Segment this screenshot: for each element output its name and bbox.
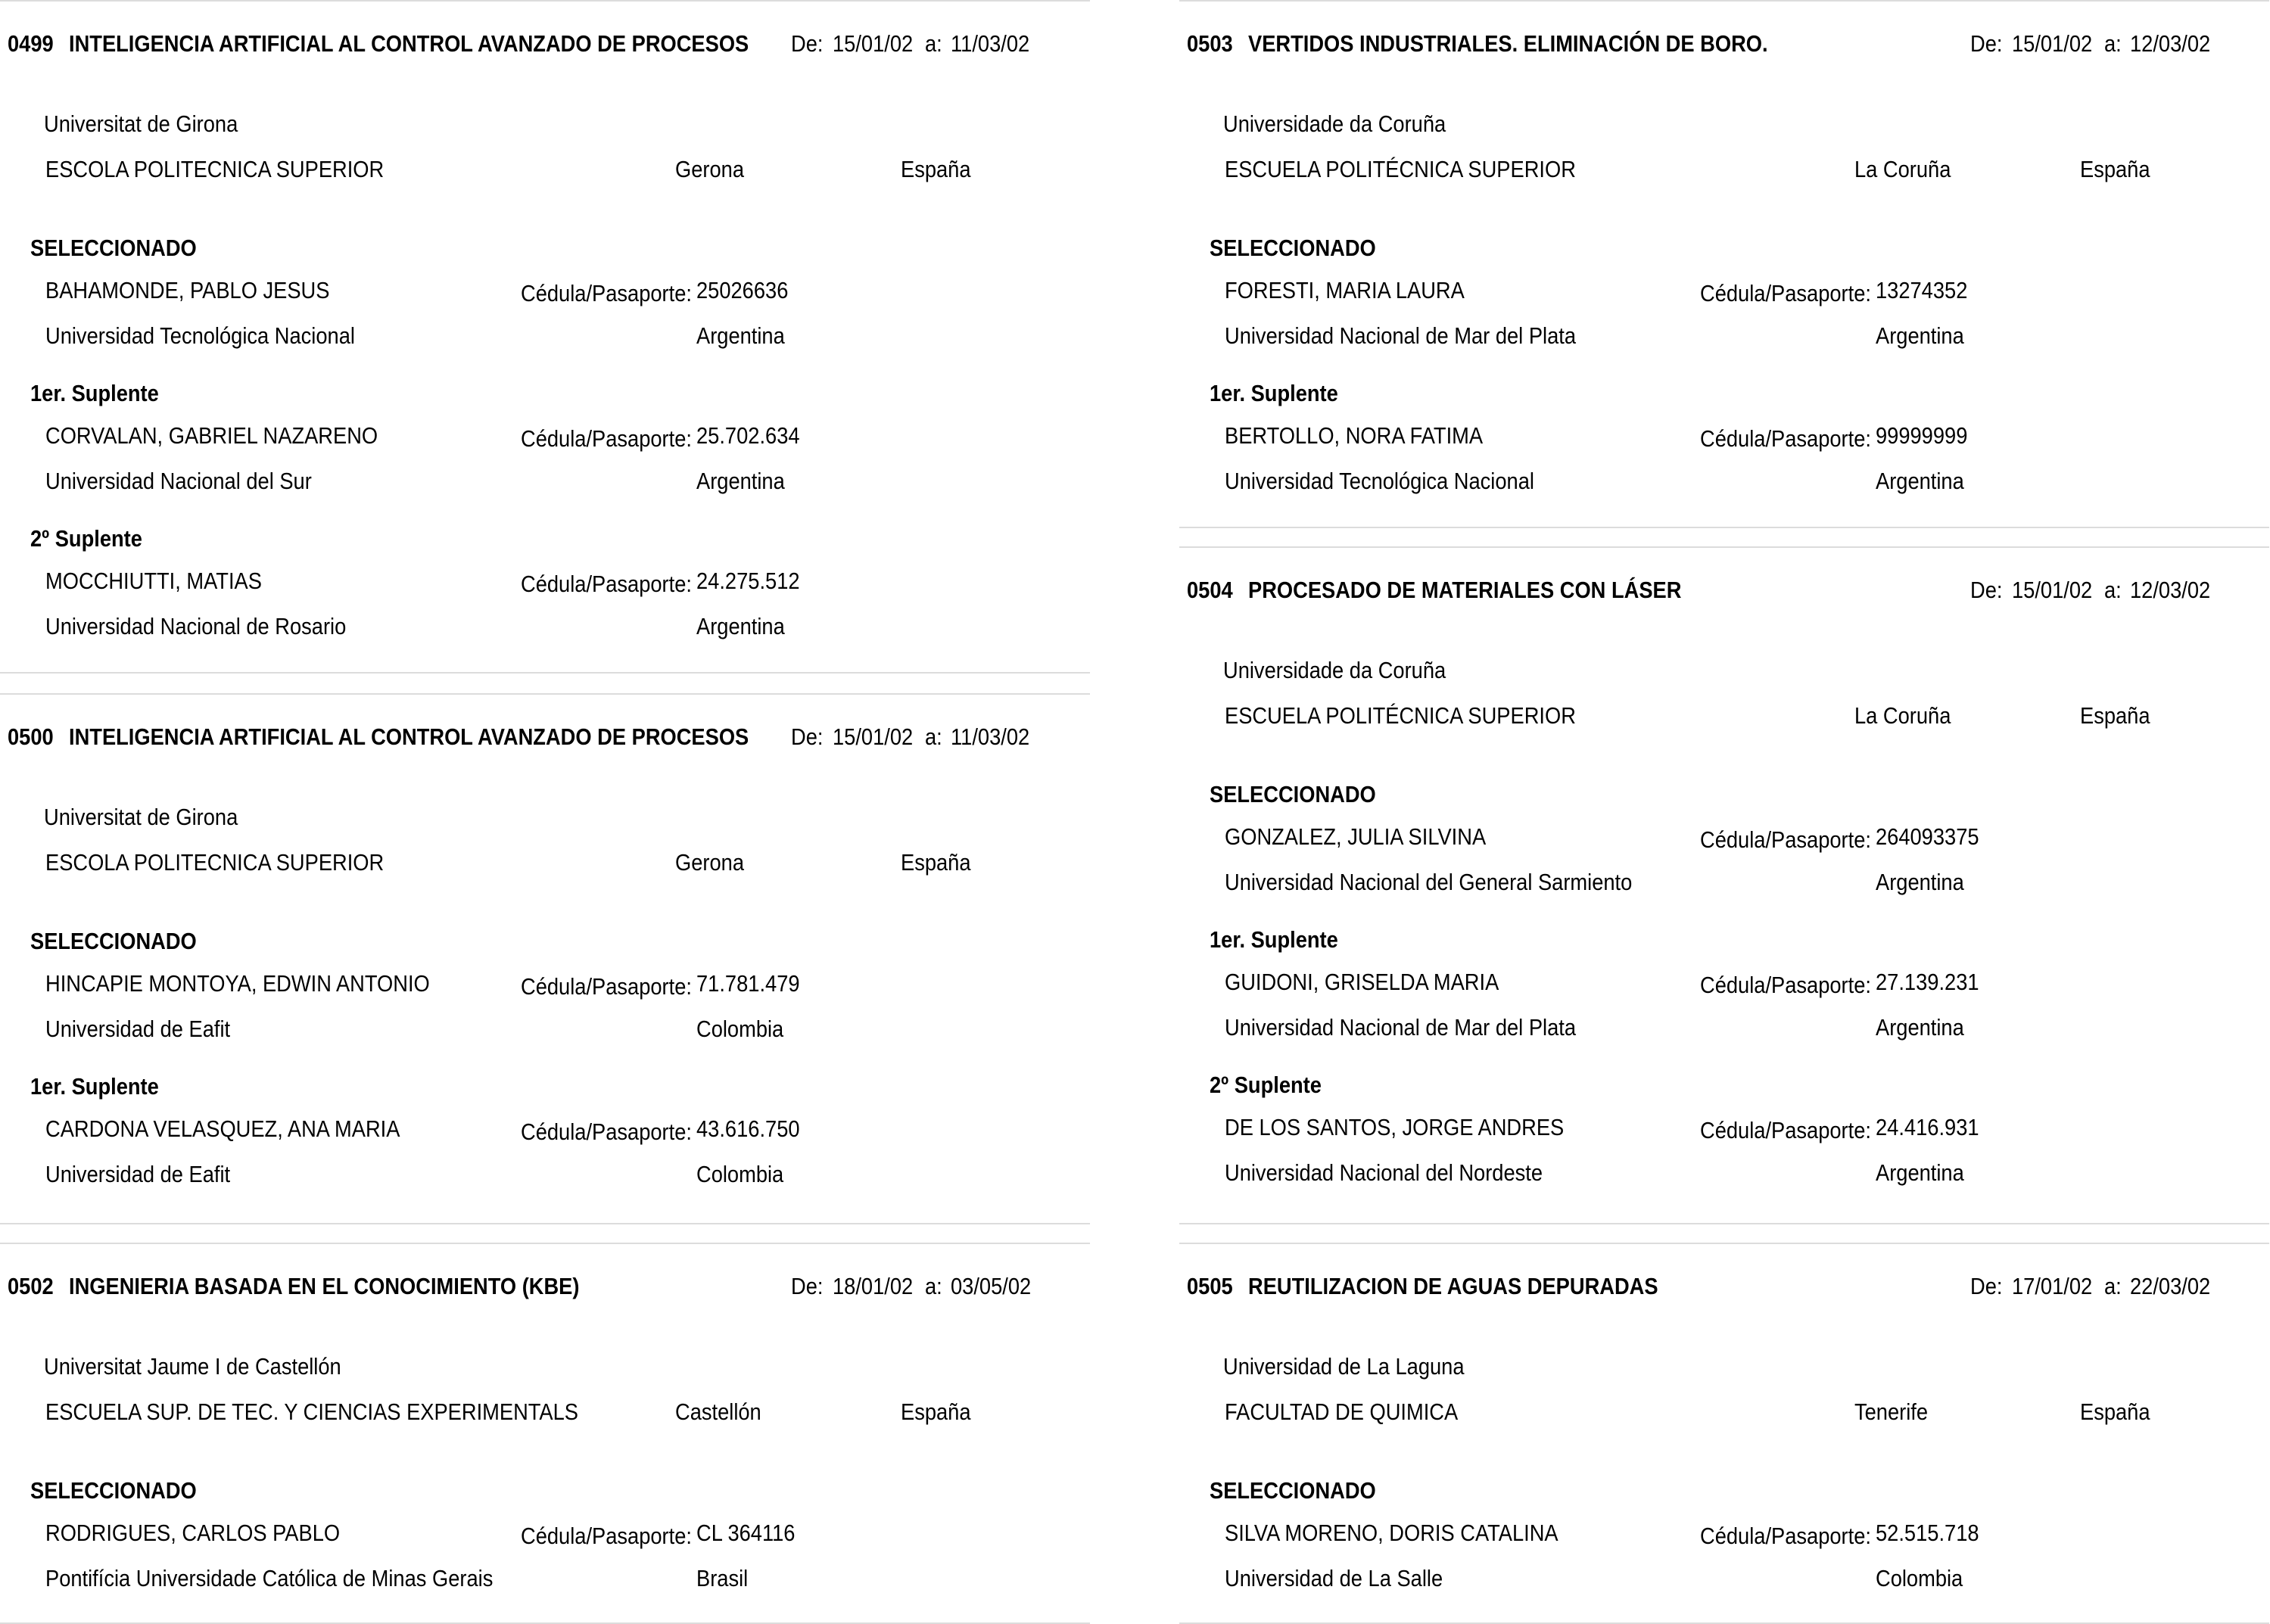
host-country: España — [901, 849, 971, 876]
host-university: Universitat de Girona — [44, 804, 238, 830]
date-from: 15/01/02 — [833, 723, 914, 750]
candidate-country: Argentina — [696, 613, 785, 639]
id-label: Cédula/Pasaporte: — [1700, 1523, 1871, 1549]
candidate-name: RODRIGUES, CARLOS PABLO — [45, 1520, 341, 1546]
id-label: Cédula/Pasaporte: — [1700, 425, 1871, 452]
program-card — [1179, 1243, 2269, 1624]
host-school: ESCOLA POLITECNICA SUPERIOR — [45, 156, 385, 182]
candidate-role: 1er. Suplente — [1210, 926, 1338, 953]
date-to: 12/03/02 — [2130, 30, 2211, 57]
program-card — [0, 693, 1090, 1224]
candidate-id: 13274352 — [1876, 277, 1968, 303]
candidate-name: CORVALAN, GABRIEL NAZARENO — [45, 422, 378, 449]
candidate-university: Universidad de Eafit — [45, 1016, 231, 1042]
date-to-label: a: — [2104, 30, 2122, 57]
candidate-name: GUIDONI, GRISELDA MARIA — [1225, 969, 1499, 995]
id-label: Cédula/Pasaporte: — [1700, 826, 1871, 853]
date-from: 15/01/02 — [2012, 30, 2093, 57]
program-code: 0499 — [8, 30, 54, 57]
date-to: 12/03/02 — [2130, 577, 2211, 603]
candidate-name: CARDONA VELASQUEZ, ANA MARIA — [45, 1115, 400, 1142]
program-title: INTELIGENCIA ARTIFICIAL AL CONTROL AVANZADO DE PROCESOS — [69, 723, 749, 750]
host-school: ESCUELA POLITÉCNICA SUPERIOR — [1225, 702, 1576, 729]
candidate-name: FORESTI, MARIA LAURA — [1225, 277, 1465, 303]
program-code: 0503 — [1187, 30, 1233, 57]
candidate-university: Universidad de La Salle — [1225, 1565, 1443, 1591]
candidate-country: Argentina — [696, 468, 785, 494]
id-label: Cédula/Pasaporte: — [521, 425, 692, 452]
id-label: Cédula/Pasaporte: — [1700, 972, 1871, 998]
candidate-role: SELECCIONADO — [1210, 781, 1376, 807]
date-to-label: a: — [2104, 577, 2122, 603]
candidate-name: SILVA MORENO, DORIS CATALINA — [1225, 1520, 1558, 1546]
date-to: 11/03/02 — [951, 30, 1030, 57]
candidate-name: GONZALEZ, JULIA SILVINA — [1225, 823, 1487, 850]
program-code: 0500 — [8, 723, 54, 750]
candidate-role: SELECCIONADO — [1210, 1477, 1376, 1504]
date-from-label: De: — [1970, 577, 2003, 603]
candidate-role: 2º Suplente — [30, 525, 142, 552]
program-code: 0505 — [1187, 1273, 1233, 1299]
date-to-label: a: — [2104, 1273, 2122, 1299]
candidate-id: 24.275.512 — [696, 568, 800, 594]
host-city: Castellón — [675, 1398, 761, 1425]
date-from-label: De: — [1970, 30, 2003, 57]
program-card — [1179, 546, 2269, 1224]
candidate-university: Universidad Nacional de Rosario — [45, 613, 347, 639]
candidate-university: Universidad Tecnológica Nacional — [1225, 468, 1534, 494]
candidate-university: Universidad Tecnológica Nacional — [45, 322, 355, 349]
host-city: Gerona — [675, 156, 744, 182]
date-from-label: De: — [791, 30, 824, 57]
program-title: PROCESADO DE MATERIALES CON LÁSER — [1248, 577, 1682, 603]
candidate-university: Universidad de Eafit — [45, 1161, 231, 1187]
candidate-role: SELECCIONADO — [30, 1477, 197, 1504]
id-label: Cédula/Pasaporte: — [521, 1118, 692, 1145]
candidate-role: 1er. Suplente — [1210, 380, 1338, 406]
candidate-name: BERTOLLO, NORA FATIMA — [1225, 422, 1484, 449]
program-title: REUTILIZACION DE AGUAS DEPURADAS — [1248, 1273, 1658, 1299]
candidate-role: SELECCIONADO — [30, 928, 197, 954]
id-label: Cédula/Pasaporte: — [521, 1523, 692, 1549]
date-to-label: a: — [925, 30, 942, 57]
candidate-name: BAHAMONDE, PABLO JESUS — [45, 277, 330, 303]
date-to-label: a: — [925, 723, 942, 750]
candidate-name: DE LOS SANTOS, JORGE ANDRES — [1225, 1114, 1565, 1140]
program-code: 0504 — [1187, 577, 1233, 603]
date-to: 11/03/02 — [951, 723, 1030, 750]
date-to: 03/05/02 — [951, 1273, 1032, 1299]
host-city: Gerona — [675, 849, 744, 876]
host-university: Universidade da Coruña — [1223, 110, 1446, 137]
candidate-country: Colombia — [696, 1016, 784, 1042]
candidate-country: Argentina — [696, 322, 785, 349]
candidate-role: 2º Suplente — [1210, 1072, 1322, 1098]
candidate-country: Argentina — [1876, 468, 1964, 494]
host-country: España — [2080, 702, 2150, 729]
host-city: La Coruña — [1854, 156, 1951, 182]
program-card — [0, 1243, 1090, 1624]
host-school: FACULTAD DE QUIMICA — [1225, 1398, 1459, 1425]
host-city: Tenerife — [1854, 1398, 1929, 1425]
date-from: 15/01/02 — [2012, 577, 2093, 603]
candidate-role: SELECCIONADO — [1210, 235, 1376, 261]
host-school: ESCOLA POLITECNICA SUPERIOR — [45, 849, 385, 876]
candidate-id: 264093375 — [1876, 823, 1979, 850]
host-school: ESCUELA POLITÉCNICA SUPERIOR — [1225, 156, 1576, 182]
host-university: Universidade da Coruña — [1223, 657, 1446, 683]
candidate-university: Universidad Nacional de Mar del Plata — [1225, 322, 1577, 349]
candidate-country: Argentina — [1876, 1014, 1964, 1041]
candidate-university: Universidad Nacional del Nordeste — [1225, 1159, 1543, 1186]
date-from-label: De: — [1970, 1273, 2003, 1299]
candidate-id: 52.515.718 — [1876, 1520, 1979, 1546]
candidate-name: MOCCHIUTTI, MATIAS — [45, 568, 262, 594]
date-from-label: De: — [791, 1273, 824, 1299]
host-city: La Coruña — [1854, 702, 1951, 729]
host-school: ESCUELA SUP. DE TEC. Y CIENCIAS EXPERIMENTALS — [45, 1398, 578, 1425]
host-country: España — [901, 1398, 971, 1425]
id-label: Cédula/Pasaporte: — [521, 280, 692, 306]
candidate-role: 1er. Suplente — [30, 380, 159, 406]
date-from: 17/01/02 — [2012, 1273, 2093, 1299]
candidate-id: CL 364116 — [696, 1520, 796, 1546]
candidate-country: Argentina — [1876, 1159, 1964, 1186]
program-card — [1179, 0, 2269, 528]
candidate-id: 25.702.634 — [696, 422, 800, 449]
candidate-name: HINCAPIE MONTOYA, EDWIN ANTONIO — [45, 970, 430, 997]
host-country: España — [2080, 1398, 2150, 1425]
candidate-country: Argentina — [1876, 322, 1964, 349]
candidate-id: 43.616.750 — [696, 1115, 800, 1142]
candidate-university: Pontifícia Universidade Católica de Minas Gerais — [45, 1565, 494, 1591]
date-to-label: a: — [925, 1273, 942, 1299]
host-university: Universitat de Girona — [44, 110, 238, 137]
date-from: 15/01/02 — [833, 30, 914, 57]
date-from: 18/01/02 — [833, 1273, 914, 1299]
id-label: Cédula/Pasaporte: — [521, 571, 692, 597]
candidate-role: 1er. Suplente — [30, 1073, 159, 1100]
candidate-role: SELECCIONADO — [30, 235, 197, 261]
program-title: INGENIERIA BASADA EN EL CONOCIMIENTO (KBE) — [69, 1273, 580, 1299]
date-from-label: De: — [791, 723, 824, 750]
program-code: 0502 — [8, 1273, 54, 1299]
candidate-country: Brasil — [696, 1565, 749, 1591]
candidate-id: 25026636 — [696, 277, 789, 303]
candidate-country: Colombia — [1876, 1565, 1963, 1591]
host-university: Universitat Jaume I de Castellón — [44, 1353, 341, 1380]
date-to: 22/03/02 — [2130, 1273, 2211, 1299]
candidate-id: 27.139.231 — [1876, 969, 1979, 995]
candidate-university: Universidad Nacional del General Sarmiento — [1225, 869, 1633, 895]
candidate-university: Universidad Nacional del Sur — [45, 468, 312, 494]
id-label: Cédula/Pasaporte: — [521, 973, 692, 1000]
host-university: Universidad de La Laguna — [1223, 1353, 1465, 1380]
candidate-country: Colombia — [696, 1161, 784, 1187]
candidate-id: 71.781.479 — [696, 970, 800, 997]
program-title: VERTIDOS INDUSTRIALES. ELIMINACIÓN DE BORO. — [1248, 30, 1768, 57]
candidate-id: 24.416.931 — [1876, 1114, 1979, 1140]
id-label: Cédula/Pasaporte: — [1700, 280, 1871, 306]
candidate-university: Universidad Nacional de Mar del Plata — [1225, 1014, 1577, 1041]
candidate-country: Argentina — [1876, 869, 1964, 895]
id-label: Cédula/Pasaporte: — [1700, 1117, 1871, 1143]
host-country: España — [901, 156, 971, 182]
program-card — [0, 0, 1090, 674]
candidate-id: 99999999 — [1876, 422, 1968, 449]
host-country: España — [2080, 156, 2150, 182]
program-title: INTELIGENCIA ARTIFICIAL AL CONTROL AVANZADO DE PROCESOS — [69, 30, 749, 57]
